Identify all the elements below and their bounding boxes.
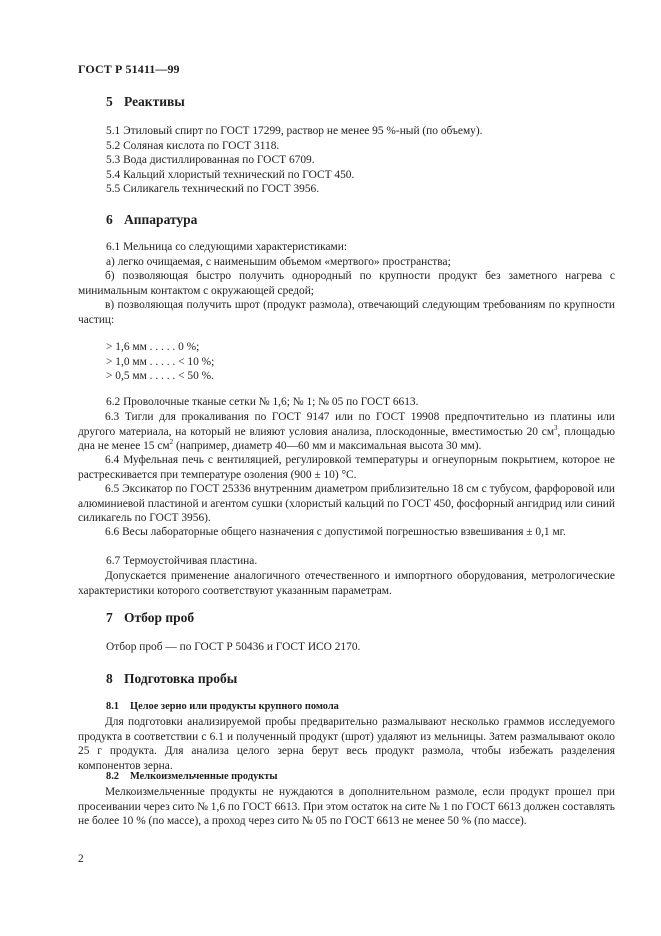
subsection-number: 8.1 <box>106 701 119 712</box>
subsection-8-2-text: Мелкоизмельченные продукты не нуждаются в дополнительном размоле, если продукт прошел при просеивании через сито № 1,6 по ГОСТ 6613. При этом остаток на сите № 1 по ГОСТ 6613 должен составлять не более 10 % (по массе), а проход через сито № 05 по ГОСТ 6613 не менее 50 % (по массе). <box>78 786 615 828</box>
section-number: 7 <box>106 610 113 625</box>
document-header: ГОСТ Р 51411—99 <box>78 62 180 76</box>
section-heading-6 <box>106 212 197 228</box>
sampling-text: Отбор проб — по ГОСТ Р 50436 и ГОСТ ИСО 2170. <box>106 641 361 653</box>
section-title: Реактивы <box>124 94 185 109</box>
item-6-1-c: в) позволяющая получить шрот (продукт размола), отвечающий следующим требованиям по крупности частиц: <box>78 299 615 326</box>
superscript: 3 <box>554 423 558 432</box>
item-5-1: 5.1 Этиловый спирт по ГОСТ 17299, раствор не менее 95 %-ный (по объему). <box>106 125 483 137</box>
item-6-4: 6.4 Муфельная печь с вентиляцией, регулировкой температуры и огнеупорным покрытием, которое не растрескивается при температуре озоления (900 ± 10) °С. <box>78 454 615 481</box>
section-title: Подготовка пробы <box>124 671 238 686</box>
size-requirement: > 1,6 мм . . . . . 0 %; <box>106 341 200 353</box>
section-title: Отбор проб <box>124 610 195 625</box>
item-5-5: 5.5 Силикагель технический по ГОСТ 3956. <box>106 183 320 195</box>
item-6-2: 6.2 Проволочные тканые сетки № 1,6; № 1; № 05 по ГОСТ 6613. <box>106 396 419 408</box>
item-5-4: 5.4 Кальций хлористый технический по ГОСТ 450. <box>106 169 355 181</box>
superscript: 2 <box>169 438 174 447</box>
item-6-3 <box>78 410 615 454</box>
item-5-2: 5.2 Соляная кислота по ГОСТ 3118. <box>106 140 280 152</box>
item-6-1-a: а) легко очищаемая, с наименьшим объемом «мертвого» пространства; <box>106 256 451 268</box>
section-heading-5 <box>106 94 185 110</box>
section-heading-8 <box>106 671 237 687</box>
text-run: 6.3 Тигли для прокаливания по ГОСТ 9147 или по ГОСТ 19908 предпочтительно из платины или другого материала, на который не влияют условия анализа, плоскодонные, вместимостью 20 см <box>78 411 615 438</box>
item-6-6: 6.6 Весы лабораторные общего назначения с допустимой погрешностью взвешивания ± 0,1 мг. <box>105 526 566 538</box>
subsection-number: 8.2 <box>106 771 119 782</box>
subsection-heading-8-1 <box>106 701 339 712</box>
text-run: (например, диаметр 40—60 мм и максимальная высота 30 мм). <box>173 440 482 453</box>
section-number: 5 <box>106 94 113 109</box>
equipment-note: Допускается применение аналогичного отечественного и импортного оборудования, метрологические характеристики которого соответствуют указанным параметрам. <box>78 570 615 597</box>
subsection-heading-8-2 <box>106 771 277 782</box>
subsection-title: Мелкоизмельченные продукты <box>130 771 278 782</box>
subsection-title: Целое зерно или продукты крупного помола <box>130 701 339 712</box>
page-number: 2 <box>78 853 84 865</box>
section-heading-7 <box>106 610 194 626</box>
text-run: , площадью дна не менее 15 см <box>78 425 616 453</box>
size-requirement: > 1,0 мм . . . . . < 10 %; <box>106 356 215 368</box>
item-6-5: 6.5 Эксикатор по ГОСТ 25336 внутренним диаметром приблизительно 18 см с тубусом, фарфоровой или алюминиевой пластиной и агентом сушки (хлористый кальций по ГОСТ 450, фосфорный ангидрид или синий силикагель по ГОСТ 3956). <box>78 483 615 525</box>
item-6-7: 6.7 Термоустойчивая пластина. <box>106 555 258 567</box>
item-5-3: 5.3 Вода дистиллированная по ГОСТ 6709. <box>106 154 315 166</box>
section-number: 8 <box>106 671 113 686</box>
item-6-1-b: б) позволяющая быстро получить однородный по крупности продукт без заметного нагрева с минимальным контактом с окружающей средой; <box>78 270 615 297</box>
section-number: 6 <box>106 212 113 227</box>
subsection-8-1-text: Для подготовки анализируемой пробы предварительно размалывают несколько граммов исследуемого продукта в соответствии с 6.1 и полученный продукт (шрот) удаляют из мельницы. Затем размалывают около 25 г продукта. Для анализа целого зерна берут весь продукт размола, чтобы избежать разделения компонентов зерна. <box>78 716 615 772</box>
section-title: Аппаратура <box>124 212 198 227</box>
item-6-1: 6.1 Мельница со следующими характеристиками: <box>106 241 348 253</box>
size-requirement: > 0,5 мм . . . . . < 50 %. <box>106 370 214 382</box>
